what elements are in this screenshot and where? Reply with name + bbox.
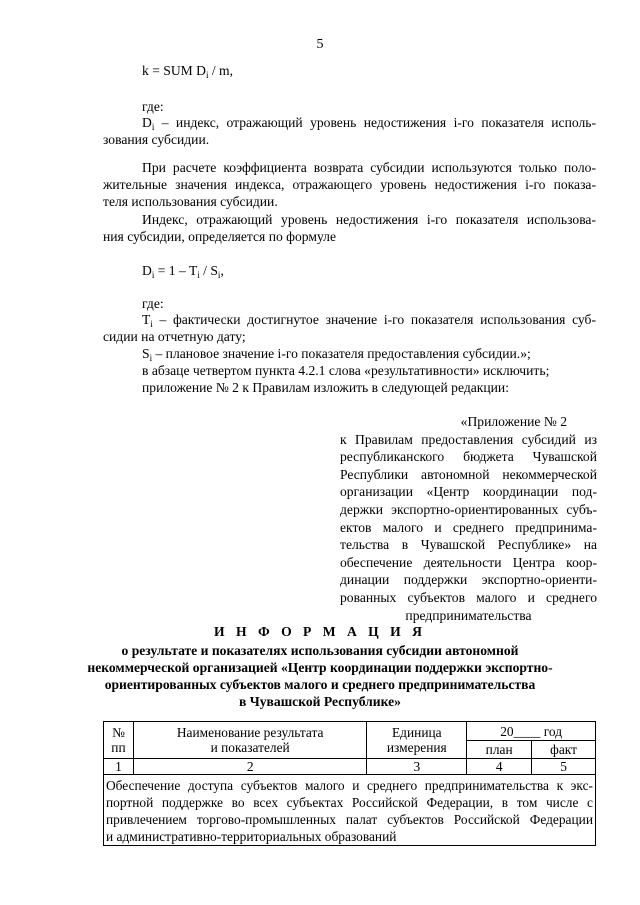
result-row xyxy=(104,775,596,846)
s-definition: $S_i$ – плановое значение i-го показателя предоставления субсидии.»; xyxy=(142,346,531,363)
d-definition-line-1: $D_i$ – индекс, отражающий уровень недостижения i-го показателя исполь- xyxy=(142,115,596,132)
para2-line-1: Индекс, отражающий уровень недостижения i-го показателя использова- xyxy=(142,212,596,227)
header-plan: план xyxy=(467,741,532,759)
result-line: портной поддержке во всех субъектах Российской Федерации, в том числе с xyxy=(106,795,593,810)
d-definition-line-2: зования субсидии. xyxy=(103,132,210,147)
column-number: 2 xyxy=(133,759,366,775)
appendix-line: ектов малого и среднего предпринима- xyxy=(340,519,597,535)
formula-d: $D_i = 1 - T_i / S_i$, xyxy=(142,263,224,280)
header-unit: Единица измерения xyxy=(367,722,467,759)
column-number: 1 xyxy=(104,759,134,775)
amendment-line: в абзаце четвертом пункта 4.2.1 слова «результативности» исключить; xyxy=(142,363,550,378)
where-label-2: где: xyxy=(142,296,164,311)
appendix-header-block xyxy=(340,413,597,624)
where-label-1: где: xyxy=(142,99,164,114)
appendix-header: «Приложение № 2 xyxy=(460,414,567,429)
appendix-line: к Правилам предоставления субсидий из xyxy=(340,431,597,447)
title-subline: в Чувашской Республике» xyxy=(239,694,401,709)
para1-line-1: При расчете коэффициента возврата субсидии используются только поло- xyxy=(142,160,596,175)
appendix-line: динации поддержки экспортно-ориенти- xyxy=(340,572,597,588)
appendix-line: Республики автономной некоммерческой xyxy=(340,466,597,482)
page-number: 5 xyxy=(316,37,324,52)
title-subline: некоммерческой организацией «Центр координации поддержки экспортно- xyxy=(87,660,553,675)
column-number: 4 xyxy=(467,759,532,775)
appendix-line: держки экспортно-ориентированных субъ- xyxy=(340,501,597,517)
title-subline: о результате и показателях использования субсидии автономной xyxy=(121,643,519,658)
title-subline: ориентированных субъектов малого и среднего предпринимательства xyxy=(104,677,536,692)
result-line-last: и административно-территориальных образований xyxy=(106,829,397,844)
t-definition-line-2: сидии на отчетную дату; xyxy=(103,329,246,344)
appendix-line-last: предпринимательства xyxy=(405,607,532,623)
column-number: 3 xyxy=(367,759,467,775)
appendix-line: тельства в Чувашской Республике» на xyxy=(340,537,597,553)
header-number: № пп xyxy=(104,722,134,759)
formula-k: k = SUM $D_i$ / m, xyxy=(142,63,234,80)
results-table xyxy=(103,721,596,846)
result-line: Обеспечение доступа субъектов малого и среднего предпринимательства к экс- xyxy=(106,778,593,793)
appendix-line: республиканского бюджета Чувашской xyxy=(340,449,597,465)
appendix-line: рованных субъектов малого и среднего xyxy=(340,589,597,605)
header-name: Наименование результата и показателей xyxy=(133,722,366,759)
para2-line-2: ния субсидии, определяется по формуле xyxy=(103,229,336,244)
t-definition-line-1: $T_i$ – фактически достигнутое значение i-го показателя использования суб- xyxy=(142,312,596,329)
document-title: И Н Ф О Р М А Ц И Я xyxy=(214,624,426,639)
annex-line: приложение № 2 к Правилам изложить в следующей редакции: xyxy=(142,380,509,395)
header-fact: факт xyxy=(532,741,596,759)
para1-line-2: жительные значения индекса, отражающего уровень недостижения i-го показа- xyxy=(103,177,596,192)
header-year: 20____ год xyxy=(467,722,596,741)
column-number: 5 xyxy=(532,759,596,775)
result-line: привлечением торгово-промышленных палат субъектов Российской Федерации xyxy=(106,812,593,827)
appendix-line: обеспечение деятельности Центра коор- xyxy=(340,554,597,570)
appendix-line: организации «Центр координации под- xyxy=(340,484,597,500)
para1-line-3: теля использования субсидии. xyxy=(103,194,278,209)
